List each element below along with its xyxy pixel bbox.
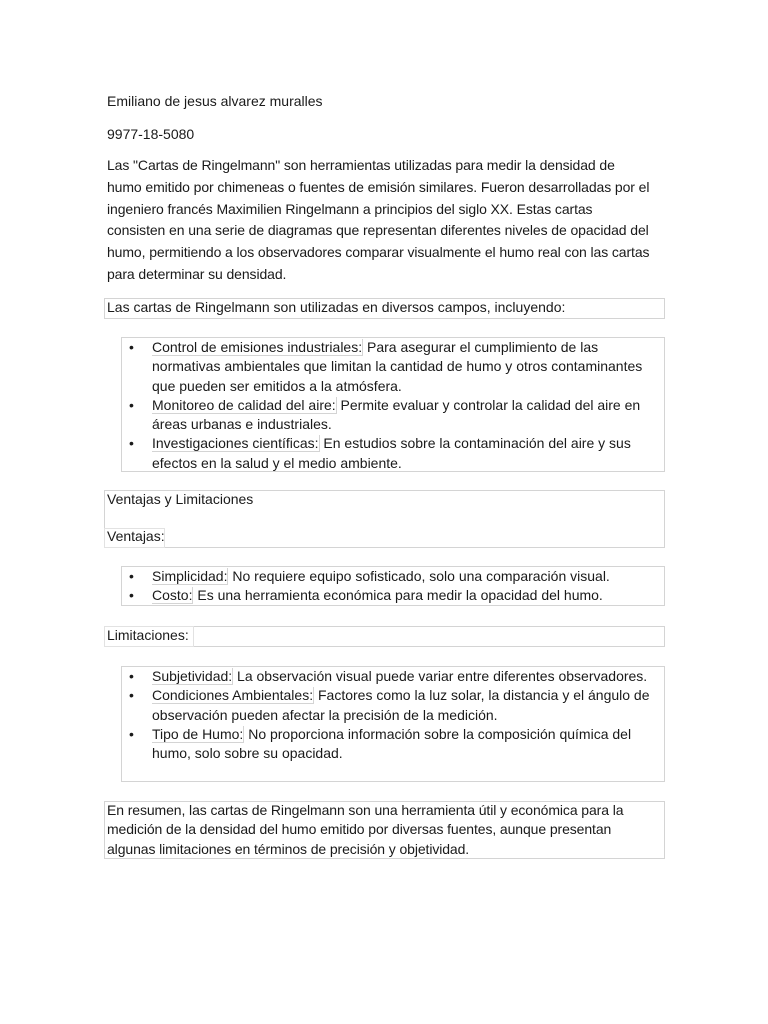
list-item-text: La observación visual puede variar entre diferentes observadores. xyxy=(233,668,648,684)
uses-heading: Las cartas de Ringelmann son utilizadas en diversos campos, incluyendo: xyxy=(107,299,566,315)
ventajas-heading: Ventajas: xyxy=(107,528,165,544)
limitaciones-list xyxy=(121,667,664,763)
author-name: Emiliano de jesus alvarez muralles xyxy=(107,93,323,109)
list-item-lead: Subjetividad: xyxy=(152,668,233,684)
list-item xyxy=(121,725,664,764)
list-item-lead: Monitoreo de calidad del aire: xyxy=(152,396,336,413)
id-number: 9977-18-5080 xyxy=(107,126,195,142)
bullet-icon: • xyxy=(129,396,134,413)
list-item-lead: Tipo de Humo: xyxy=(152,725,244,742)
list-item-lead: Control de emisiones industriales: xyxy=(152,339,363,355)
list-item xyxy=(121,667,664,686)
section-title: Ventajas y Limitaciones xyxy=(107,491,254,507)
list-item xyxy=(121,396,664,435)
bullet-icon: • xyxy=(129,339,134,355)
list-item xyxy=(121,338,664,396)
summary-paragraph: En resumen, las cartas de Ringelmann son una herramienta útil y económica para la medición de la densidad del humo emitido por diversas fuentes, aunque presentan algunas limitaciones en términos de precisión y objetividad. xyxy=(107,802,624,857)
bullet-icon: • xyxy=(129,568,134,584)
limitaciones-heading: Limitaciones: xyxy=(107,627,189,643)
list-item xyxy=(121,567,664,586)
list-item-lead: Investigaciones científicas: xyxy=(152,435,319,452)
list-item-text: No requiere equipo sofisticado, solo una comparación visual. xyxy=(228,568,610,584)
bullet-icon: • xyxy=(129,587,134,604)
ventajas-list xyxy=(121,567,664,606)
intro-paragraph: Las "Cartas de Ringelmann" son herramientas utilizadas para medir la densidad de humo emitido por chimeneas o fuentes de emisión similares. Fueron desarrolladas por el ingeniero francés Maximilien Ringelmann a principios del siglo XX. Estas cartas consisten en una serie de diagramas que representan diferentes niveles de opacidad del humo, permitiendo a los observadores comparar visualmente el humo real con las cartas para determinar su densidad. xyxy=(107,157,650,282)
uses-list xyxy=(121,338,664,473)
bullet-icon: • xyxy=(129,435,134,452)
list-item-text: Es una herramienta económica para medir la opacidad del humo. xyxy=(193,587,603,604)
list-item-text: Para asegurar el cumplimiento de las normativas ambientales que limitan la cantidad de humo y otros contaminantes que pueden ser emitidos a la atmósfera. xyxy=(152,339,643,394)
list-item-text: No proporciona información sobre la composición química del humo, solo sobre su opacidad. xyxy=(152,725,632,762)
list-item xyxy=(121,434,664,473)
list-item xyxy=(121,686,664,725)
list-item-lead: Costo: xyxy=(152,587,193,604)
bullet-icon: • xyxy=(129,725,134,742)
list-item-lead: Simplicidad: xyxy=(152,568,228,584)
list-item-text: Factores como la luz solar, la distancia y el ángulo de observación pueden afectar la precisión de la medición. xyxy=(152,687,650,723)
bullet-icon: • xyxy=(129,668,134,684)
list-item-text: En estudios sobre la contaminación del aire y sus efectos en la salud y el medio ambiente. xyxy=(152,435,631,471)
list-item-text: Permite evaluar y controlar la calidad del aire en áreas urbanas e industriales. xyxy=(152,396,641,433)
list-item-lead: Condiciones Ambientales: xyxy=(152,687,314,704)
bullet-icon: • xyxy=(129,687,134,704)
list-item xyxy=(121,586,664,605)
